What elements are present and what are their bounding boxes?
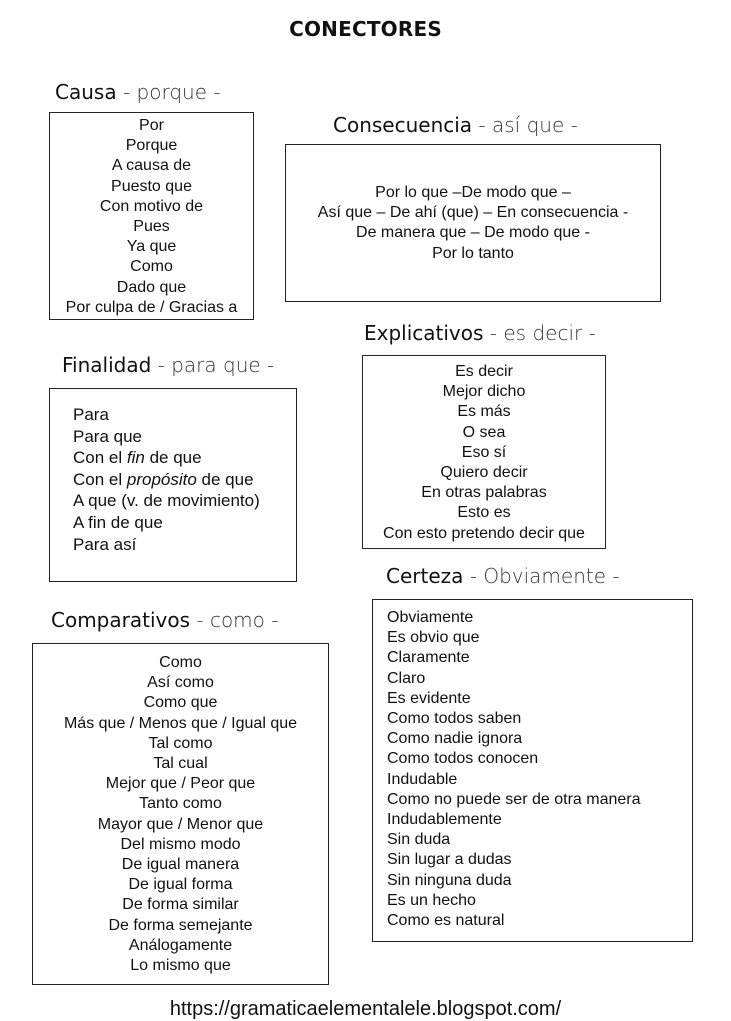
finalidad-item-before: A que (v. de movimiento) xyxy=(73,491,260,511)
certeza-item: Es evidente xyxy=(387,689,471,707)
finalidad-heading-example: para que - xyxy=(171,353,275,377)
explicativos-heading-example: es decir - xyxy=(503,321,596,345)
certeza-heading-separator: - xyxy=(469,564,477,588)
comparativos-item: Lo mismo que xyxy=(130,957,231,975)
finalidad-item xyxy=(73,512,296,534)
comparativos-heading-example: como - xyxy=(209,608,279,632)
causa-heading-label: Causa xyxy=(55,80,117,104)
certeza-item: Sin duda xyxy=(387,831,451,849)
comparativos-item: De igual forma xyxy=(128,876,233,894)
explicativos-box xyxy=(362,355,606,549)
certeza-item: Indudable xyxy=(387,770,458,788)
causa-item: Como xyxy=(130,258,173,276)
certeza-item: Como es natural xyxy=(387,912,505,930)
explicativos-heading xyxy=(364,321,596,345)
finalidad-item xyxy=(73,404,296,426)
certeza-item: Indudablemente xyxy=(387,811,502,829)
certeza-item: Sin ninguna duda xyxy=(387,871,512,889)
causa-item: Con motivo de xyxy=(99,197,204,215)
comparativos-item: Del mismo modo xyxy=(120,835,241,853)
explicativos-item: Es decir xyxy=(455,363,513,380)
certeza-heading-example: Obviamente - xyxy=(483,564,620,588)
comparativos-heading-label: Comparativos xyxy=(51,608,191,632)
finalidad-item xyxy=(73,469,296,491)
comparativos-heading xyxy=(51,608,278,632)
certeza-item: Como nadie ignora xyxy=(387,730,523,748)
consecuencia-item: Por lo que –De modo que – xyxy=(375,184,571,201)
causa-list xyxy=(50,116,253,318)
comparativos-list xyxy=(33,653,328,976)
certeza-item: Como todos conocen xyxy=(387,750,539,768)
comparativos-item: Mejor que / Peor que xyxy=(105,775,256,793)
page-title: CONECTORES xyxy=(289,17,442,41)
causa-item: Dado que xyxy=(116,278,187,296)
comparativos-item: Como xyxy=(159,654,202,671)
comparativos-heading-separator: - xyxy=(196,608,204,632)
certeza-box xyxy=(372,599,693,942)
certeza-item: Sin lugar a dudas xyxy=(387,851,512,869)
finalidad-item xyxy=(73,490,296,512)
certeza-list xyxy=(387,608,692,931)
comparativos-item: De igual manera xyxy=(121,856,240,874)
certeza-item: Obviamente xyxy=(387,609,474,626)
finalidad-heading xyxy=(62,353,274,377)
certeza-item: Es obvio que xyxy=(387,629,480,647)
comparativos-item: Tanto como xyxy=(139,795,222,813)
causa-item: Puesto que xyxy=(111,177,192,195)
certeza-heading-label: Certeza xyxy=(386,564,464,588)
finalidad-item xyxy=(73,447,296,469)
finalidad-item-after: de que xyxy=(144,448,202,468)
comparativos-item: De forma semejante xyxy=(108,916,253,934)
finalidad-heading-label: Finalidad xyxy=(62,353,152,377)
certeza-item: Claramente xyxy=(387,649,470,667)
explicativos-item: O sea xyxy=(462,423,506,441)
finalidad-item-italic: propósito xyxy=(126,469,197,489)
comparativos-item: Más que / Menos que / Igual que xyxy=(63,714,298,732)
consecuencia-heading-label: Consecuencia xyxy=(333,113,473,137)
comparativos-item: De forma similar xyxy=(122,896,239,914)
blog-url: https://gramaticaelementalele.blogspot.com/ xyxy=(169,998,562,1020)
consecuencia-heading xyxy=(333,113,578,137)
explicativos-item: En otras palabras xyxy=(421,484,547,502)
finalidad-item-before: Para xyxy=(73,405,109,424)
finalidad-item-before: A fin de que xyxy=(73,512,163,532)
explicativos-item: Mejor dicho xyxy=(442,383,526,401)
certeza-heading xyxy=(386,564,620,588)
finalidad-item xyxy=(73,534,296,556)
comparativos-item: Tal cual xyxy=(153,755,208,773)
consecuencia-list xyxy=(286,183,660,264)
causa-box xyxy=(49,112,254,320)
causa-item: Porque xyxy=(125,137,178,155)
consecuencia-box xyxy=(285,144,661,302)
finalidad-item-after: de que xyxy=(196,469,254,489)
comparativos-item: Tal como xyxy=(148,734,213,752)
causa-item: Pues xyxy=(133,218,170,236)
explicativos-heading-label: Explicativos xyxy=(364,321,484,345)
consecuencia-heading-separator: - xyxy=(478,113,486,137)
certeza-item: Como todos saben xyxy=(387,710,522,728)
finalidad-item-before: Para así xyxy=(73,534,137,554)
causa-item: Por xyxy=(139,117,164,134)
finalidad-item xyxy=(73,426,296,448)
explicativos-item: Con esto pretendo decir que xyxy=(383,524,585,542)
comparativos-item: Así como xyxy=(147,674,214,692)
causa-heading xyxy=(55,80,221,104)
causa-heading-example: porque - xyxy=(136,80,221,104)
finalidad-heading-separator: - xyxy=(157,353,165,377)
finalidad-item-before: Con el xyxy=(73,448,127,468)
finalidad-list xyxy=(73,404,296,555)
explicativos-heading-separator: - xyxy=(489,321,498,345)
consecuencia-item: Por lo tanto xyxy=(432,244,514,262)
certeza-item: Es un hecho xyxy=(387,891,476,909)
explicativos-item: Esto es xyxy=(457,504,511,522)
finalidad-box xyxy=(49,388,297,582)
comparativos-box xyxy=(32,643,329,985)
consecuencia-item: Así que – De ahí (que) – En consecuencia - xyxy=(317,204,629,222)
certeza-item: Claro xyxy=(387,669,426,687)
finalidad-item-before: Para que xyxy=(73,426,142,446)
comparativos-item: Como que xyxy=(143,694,218,712)
causa-heading-separator: - xyxy=(122,80,131,104)
explicativos-list xyxy=(363,362,605,544)
comparativos-item: Mayor que / Menor que xyxy=(97,815,264,833)
finalidad-item-italic: fin xyxy=(126,448,145,468)
certeza-item: Como no puede ser de otra manera xyxy=(387,790,641,808)
causa-item: Por culpa de / Gracias a xyxy=(65,298,238,316)
causa-item: A causa de xyxy=(111,157,192,175)
causa-item: Ya que xyxy=(126,238,177,256)
consecuencia-heading-example: así que - xyxy=(492,113,578,137)
explicativos-item: Quiero decir xyxy=(440,464,528,482)
explicativos-item: Es más xyxy=(457,403,511,421)
finalidad-item-before: Con el xyxy=(73,469,127,489)
comparativos-item: Análogamente xyxy=(128,936,233,954)
explicativos-item: Eso sí xyxy=(461,443,507,461)
consecuencia-item: De manera que – De modo que - xyxy=(356,224,590,242)
